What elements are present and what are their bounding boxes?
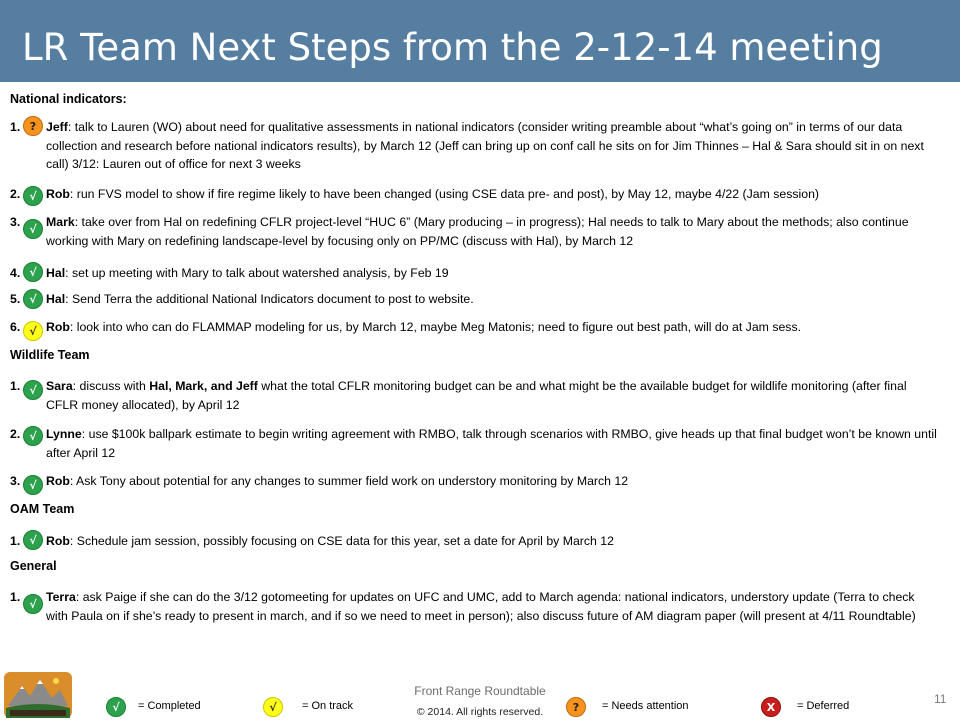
legend-on-track-icon: √ [263, 697, 283, 717]
status-completed-icon: √ [23, 262, 43, 282]
status-completed-icon: √ [23, 530, 43, 550]
legend-on-track-label: = On track [302, 700, 354, 712]
legend-deferred-icon: X [761, 697, 781, 717]
item-text [46, 532, 938, 551]
item-text [46, 290, 938, 309]
item-number: 1. [10, 534, 21, 548]
item-owner: Hal [46, 292, 66, 306]
item-number: 2. [10, 187, 21, 201]
legend-completed-label: = Completed [138, 700, 201, 712]
item-number: 6. [10, 320, 21, 334]
item-description: : Schedule jam session, possibly focusing on CSE data for this year, set a date for April by March 12 [69, 534, 614, 548]
item-description: : Send Terra the additional National Indicators document to post to website. [65, 292, 474, 306]
item-owner: Jeff [46, 120, 68, 134]
item-description: : discuss with [72, 379, 150, 393]
legend-needs-attention-label: = Needs attention [602, 700, 689, 712]
item-number: 3. [10, 215, 21, 229]
item-text [46, 472, 938, 491]
page-number: 11 [934, 692, 947, 706]
footer-organization: Front Range Roundtable [414, 684, 546, 698]
item-owner: Terra [46, 590, 76, 604]
item-description-cont: what the total CFLR monitoring budget can be and what might be the available budget for wildlife monitoring (after final CFLR money allocated), by April 12 [46, 379, 907, 412]
item-number: 1. [10, 590, 21, 604]
section-heading-wildlife-team: Wildlife Team [10, 348, 90, 362]
status-completed-icon: √ [23, 289, 43, 309]
slide-title: LR Team Next Steps from the 2-12-14 meeting [22, 26, 883, 69]
section-heading-oam-team: OAM Team [10, 502, 75, 516]
legend-needs-attention-icon: ? [566, 697, 586, 717]
item-description: : talk to Lauren (WO) about need for qualitative assessments in national indicators (consider writing preamble about “what’s going on” in terms of our data collection and research before national indicators results), by March 12 (Jeff can bring up on conf call he sits on for Jim Thinnes – Hal & Sara should sit in on next call) 3/12: Lauren out of office for next 3 weeks [46, 120, 924, 171]
item-owner: Hal [46, 266, 66, 280]
status-completed-icon: √ [23, 475, 43, 495]
item-number: 1. [10, 379, 21, 393]
legend-completed-icon: √ [106, 697, 126, 717]
item-participants: Hal, Mark, and Jeff [149, 379, 258, 393]
item-number: 3. [10, 474, 21, 488]
item-description: : take over from Hal on redefining CFLR project-level “HUC 6” (Mary producing – in progress); Hal needs to talk to Mary about the methods; also continue working with Mary on redefining landscape-level by focusing only on PP/MC (discuss with Hal), by March 12 [46, 215, 909, 248]
item-number: 2. [10, 427, 21, 441]
status-completed-icon: √ [23, 594, 43, 614]
item-number: 5. [10, 292, 21, 306]
item-owner: Mark [46, 215, 75, 229]
status-completed-icon: √ [23, 426, 43, 446]
item-text [46, 264, 938, 283]
section-heading-national-indicators: National indicators: [10, 92, 127, 106]
item-owner: Rob [46, 320, 70, 334]
status-completed-icon: √ [23, 219, 43, 239]
item-owner: Rob [46, 474, 70, 488]
item-owner: Sara [46, 379, 73, 393]
legend-deferred-label: = Deferred [797, 700, 850, 712]
item-description: : ask Paige if she can do the 3/12 gotomeeting for updates on UFC and UMC, add to March agenda: national indicators, understory update (Terra to check with Paula on if she’s ready to present in march, and if so we need to meet in person); also discuss future of AM diagram paper (will present at 4/11 Roundtable) [46, 590, 916, 623]
item-text [46, 377, 938, 414]
item-owner: Rob [46, 187, 70, 201]
status-on-track-icon: √ [23, 321, 43, 341]
status-needs-attention-icon: ? [23, 116, 43, 136]
footer-copyright: © 2014. All rights reserved. [416, 706, 544, 718]
item-description: : look into who can do FLAMMAP modeling for us, by March 12, maybe Meg Matonis; need to figure out best path, will do at Jam sess. [69, 320, 802, 334]
section-heading-general: General [10, 559, 57, 573]
item-text [46, 185, 938, 204]
status-completed-icon: √ [23, 186, 43, 206]
item-owner: Lynne [46, 427, 82, 441]
title-bar [0, 0, 960, 82]
status-completed-icon: √ [23, 380, 43, 400]
item-number: 1. [10, 120, 21, 134]
item-text [46, 588, 938, 625]
item-number: 4. [10, 266, 21, 280]
item-description: : set up meeting with Mary to talk about watershed analysis, by Feb 19 [65, 266, 449, 280]
item-owner: Rob [46, 534, 70, 548]
item-text [46, 213, 938, 250]
item-description: : run FVS model to show if fire regime likely to have been changed (using CSE data pre- and post), by May 12, maybe 4/22 (Jam session) [69, 187, 820, 201]
item-text [46, 118, 938, 174]
item-text [46, 425, 938, 462]
item-description: : use $100k ballpark estimate to begin writing agreement with RMBO, talk through scenarios with RMBO, give heads up that final budget won’t be known until after April 12 [46, 427, 937, 460]
item-description: : Ask Tony about potential for any changes to summer field work on understory monitoring by March 12 [69, 474, 629, 488]
item-text [46, 318, 938, 337]
